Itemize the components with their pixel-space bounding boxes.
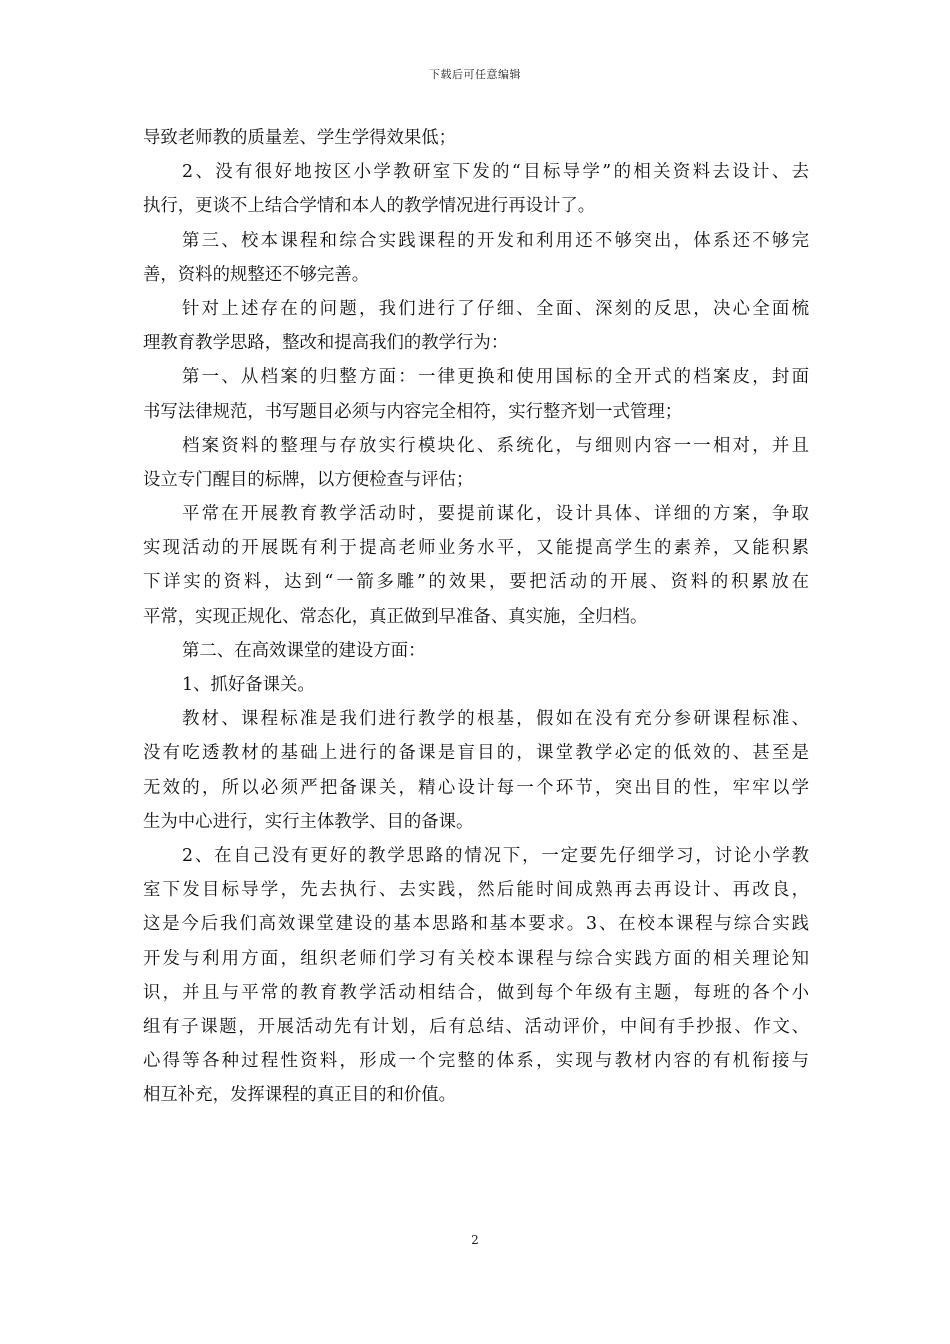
text-line: 书写法律规范，书写题目必须与内容完全相符，实行整齐划一式管理； [143,401,683,422]
text-line: 执行，更谈不上结合学情和本人的教学情况进行再设计了。 [143,196,596,217]
text-line: 2、在自己没有更好的教学思路的情况下，一定要先仔细学习，讨论小学教 [182,845,809,866]
text-line: 下详实的资料，达到“一箭多雕”的效果，要把活动的开展、资料的积累放在 [143,572,809,593]
text-line: 第二、在高效课堂的建设方面： [182,640,426,661]
text-line: 设立专门醒目的标牌，以方便检查与评估； [143,469,474,490]
text-line: 教材、课程标准是我们进行教学的根基，假如在没有充分参研课程标准、 [182,709,809,730]
text-line: 无效的，所以必须严把备课关，精心设计每一个环节，突出目的性，牢牢以学 [143,777,809,798]
text-line: 相互补充，发挥课程的真正目的和价值。 [143,1085,457,1106]
text-line: 2、没有很好地按区小学教研室下发的“目标导学”的相关资料去设计、去 [182,162,809,183]
text-line: 平常，实现正规化、常态化，真正做到早准备、真实施，全归档。 [143,606,648,627]
page-number: 2 [471,1233,479,1247]
text-line: 第一、从档案的归整方面：一律更换和使用国标的全开式的档案皮，封面 [182,367,809,388]
text-line: 这是今后我们高效课堂建设的基本思路和基本要求。3、在校本课程与综合实践 [143,914,809,935]
text-line: 没有吃透教材的基础上进行的备课是盲目的，课堂教学必定的低效的、甚至是 [143,743,809,764]
text-line: 导致老师教的质量差、学生学得效果低； [143,128,457,148]
text-line: 1、抓好备课关。 [182,675,315,695]
text-line: 心得等各种过程性资料，形成一个完整的体系，实现与教材内容的有机衔接与 [143,1051,809,1072]
text-line: 组有子课题，开展活动先有计划，后有总结、活动评价，中间有手抄报、作文、 [143,1016,809,1037]
page-header: 下载后可任意编辑 [429,68,521,81]
text-line: 识，并且与平常的教育教学活动相结合，做到每个年级有主题，每班的各个小 [143,982,809,1003]
document-body [143,121,809,1112]
text-line: 室下发目标导学，先去执行、去实践，然后能时间成熟再去再设计、再改良， [143,880,809,901]
text-line: 实现活动的开展既有利于提高老师业务水平，又能提高学生的素养，又能积累 [143,538,809,559]
text-line: 开发与利用方面，组织老师们学习有关校本课程与综合实践方面的相关理论知 [143,948,809,969]
text-line: 理教育教学思路，整改和提高我们的教学行为： [143,333,509,354]
text-line: 针对上述存在的问题，我们进行了仔细、全面、深刻的反思，决心全面梳 [182,298,809,319]
text-line: 善，资料的规整还不够完善。 [143,264,370,285]
text-line: 第三、校本课程和综合实践课程的开发和利用还不够突出，体系还不够完 [182,230,809,251]
text-line: 档案资料的整理与存放实行模块化、系统化，与细则内容一一相对，并且 [182,435,809,456]
text-line: 平常在开展教育教学活动时，要提前谋化，设计具体、详细的方案，争取 [182,504,809,525]
text-line: 生为中心进行，实行主体教学、目的备课。 [143,811,474,832]
